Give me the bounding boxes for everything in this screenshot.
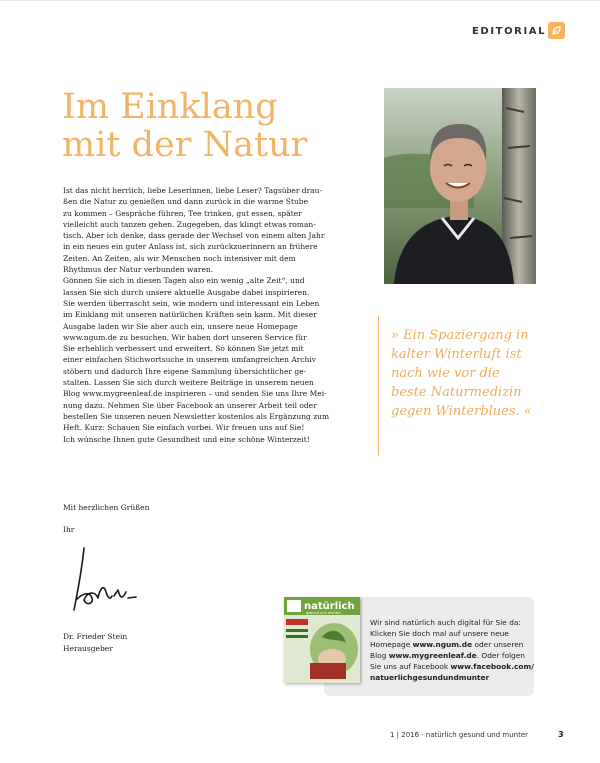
- author-block: [63, 631, 127, 655]
- body-line: Ist das nicht herrlich, liebe Leserinnen, liebe Leser? Tagsüber drau-: [63, 186, 323, 195]
- footer-issue: 1 | 2016 · natürlich gesund und munter: [390, 731, 529, 739]
- body-line: in ein neues ein guter Anlass ist, sich zurückzuerinnern an frühere: [63, 242, 318, 252]
- title-line-2: mit der Natur: [62, 125, 308, 165]
- body-line: tisch. Aber ich denke, dass gerade der Wechsel von einem alten Jahr: [63, 231, 325, 241]
- body-line: zu kommen – Gespräche führen, Tee trinken, gut essen, später: [63, 208, 302, 218]
- body-line: im Einklang mit unseren natürlichen Kräften sein kann. Mit dieser: [63, 310, 317, 320]
- page-number: 3: [558, 730, 564, 739]
- body-line: Gönnen Sie sich in diesen Tagen also ein wenig „alte Zeit“, und: [63, 276, 305, 286]
- pull-quote: [378, 316, 536, 456]
- body-line: stalten. Lassen Sie sich durch weitere Beiträge in unserem neuen: [63, 378, 314, 388]
- ihr-label: Ihr: [63, 525, 75, 534]
- magazine-subtitle: gesund und munter: [306, 611, 341, 615]
- promo-line-2: Klicken Sie doch mal auf unsere neue: [370, 629, 509, 638]
- magazine-cover: [284, 597, 360, 683]
- facebook-link-path[interactable]: natuerlichgesundundmunter: [370, 673, 490, 682]
- pull-quote-text: » Ein Spaziergang in kalter Winterluft ist nach wie vor die beste Naturmedizin gegen Winterblues. «: [391, 328, 532, 419]
- body-line: stöbern und dadurch Ihre eigene Sammlung übersichtlicher ge-: [63, 366, 307, 376]
- header-rule: [0, 0, 600, 1]
- author-photo: [384, 88, 536, 284]
- leaf-icon: [548, 22, 565, 39]
- body-line: Rhythmus der Natur verbunden waren.: [63, 265, 214, 275]
- blog-link[interactable]: www.mygreenleaf.de: [388, 651, 477, 660]
- signature-image: [70, 540, 145, 620]
- body-line: www.ngum.de zu besuchen. Wir haben dort unseren Service für: [63, 332, 307, 342]
- facebook-link[interactable]: www.facebook.com/: [450, 662, 534, 671]
- homepage-link[interactable]: www.ngum.de: [412, 640, 473, 649]
- greeting: Mit herzlichen Grüßen: [63, 503, 150, 512]
- body-line: bestellen Sie unseren neuen Newsletter kostenlos als Ergänzung zum: [63, 411, 330, 421]
- body-line: Blog www.mygreenleaf.de inspirieren – und senden Sie uns Ihre Mei-: [63, 389, 327, 399]
- promo-line-3: Homepage www.ngum.de oder unseren: [370, 640, 524, 649]
- promo-line-6: [370, 672, 535, 683]
- body-line: nung dazu. Nehmen Sie über Facebook an unserer Arbeit teil oder: [63, 400, 317, 410]
- body-line: Heft. Kurz: Schauen Sie einfach vorbei. Wir freuen uns auf Sie!: [63, 423, 305, 433]
- section-label: EDITORIAL: [472, 26, 547, 37]
- body-line: einer einfachen Stichwortsuche in unserem umfangreichen Archiv: [63, 355, 316, 365]
- promo-text: [370, 617, 535, 683]
- author-role: Herausgeber: [63, 644, 113, 653]
- magazine-title: natürlich: [304, 601, 355, 612]
- promo-line-5: Sie uns auf Facebook www.facebook.com/: [370, 662, 534, 671]
- promo-line-1: Wir sind natürlich auch digital für Sie da:: [370, 618, 521, 627]
- author-name: Dr. Frieder Stein: [63, 632, 128, 641]
- promo-line-4: Blog www.mygreenleaf.de. Oder folgen: [370, 651, 525, 660]
- body-line: Sie werden überrascht sein, wie modern und interessant ein Leben: [63, 298, 320, 308]
- body-line: Ich wünsche Ihnen gute Gesundheit und eine schöne Winterzeit!: [63, 434, 310, 444]
- body-line: Sie erheblich verbessert und erweitert. So können Sie jetzt mit: [63, 344, 304, 354]
- article-body: [63, 185, 338, 445]
- title-line-1: Im Einklang: [62, 87, 278, 127]
- body-line: Ausgabe laden wir Sie aber auch ein, unsere neue Homepage: [63, 321, 298, 331]
- body-line: Zeiten. An Zeiten, als wir Menschen noch intensiver mit dem: [63, 253, 296, 263]
- body-line: lassen Sie sich durch unsere aktuelle Ausgabe dabei inspirieren.: [63, 287, 310, 297]
- article-title: [62, 88, 362, 164]
- body-line: ßen die Natur zu genießen und dann zurück in die warme Stube: [63, 197, 309, 207]
- body-line: vielleicht auch tanzen gehen. Zugegeben, das klingt etwas roman-: [63, 219, 316, 229]
